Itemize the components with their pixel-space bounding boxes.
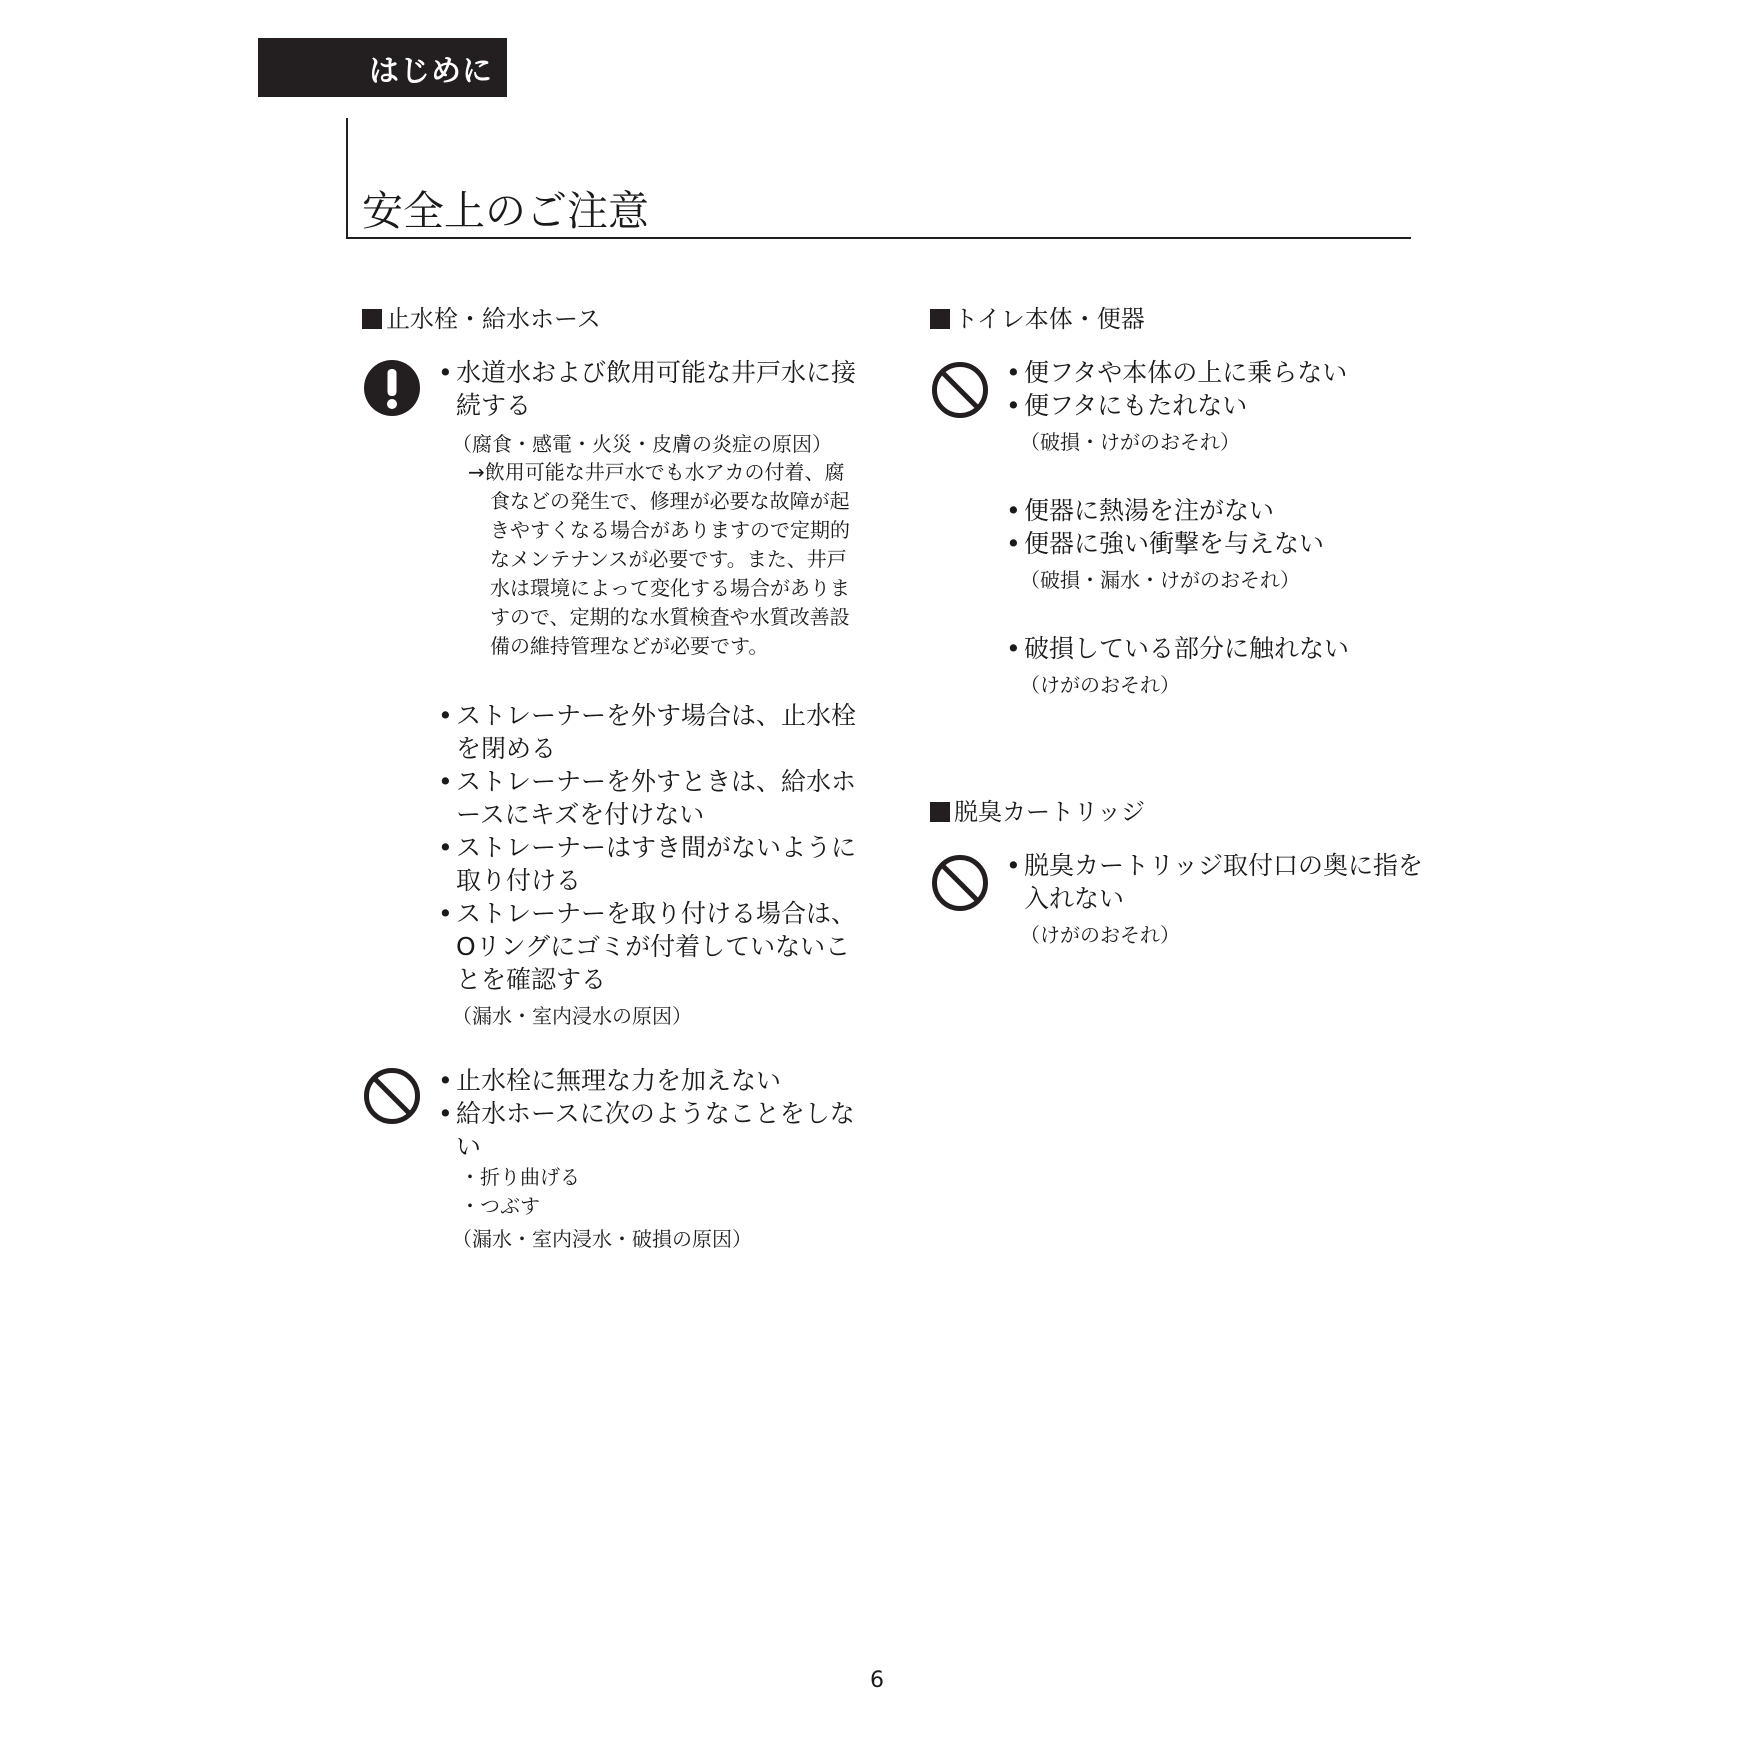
note-text: →飲用可能な井戸水でも水アカの付着、腐食などの発生で、修理が必要な故障が起きやすくなる場合がありますので定期的なメンテナンスが必要です。また、井戸水は環境によって変化する場合がありますので、定期的な水質検査や水質改善設備の維持管理などが必要です。	[468, 460, 850, 658]
list-item: • 便フタにもたれない	[1006, 391, 1248, 420]
caution-group	[1006, 632, 1430, 699]
list-item: • 便器に熱湯を注がない	[1006, 496, 1275, 525]
item-text: 脱臭カートリッジ取付口の奥に指を入れない	[1024, 851, 1424, 913]
list-item: • ストレーナーを取り付ける場合は、Oリングにゴミが付着していないことを確認する	[438, 899, 857, 994]
section-heading-label: 脱臭カートリッジ	[954, 798, 1146, 826]
item-text: ストレーナーを外す場合は、止水栓を閉める	[456, 701, 857, 763]
item-text: 便器に強い衝撃を与えない	[1024, 529, 1325, 558]
prohibited-block-deodorizer	[930, 849, 1430, 949]
list-item: • ストレーナーを外す場合は、止水栓を閉める	[438, 701, 857, 763]
left-column	[362, 302, 862, 1253]
section-tab	[258, 38, 507, 97]
list-item: • 止水栓に無理な力を加えない	[438, 1066, 782, 1095]
item-text: 便フタや本体の上に乗らない	[1024, 358, 1348, 387]
prohibited-icon	[930, 853, 990, 913]
reason-text: （漏水・室内浸水の原因）	[452, 1004, 692, 1028]
section-heading-deodorizer	[930, 795, 1430, 829]
item-text: ストレーナーを取り付ける場合は、Oリングにゴミが付着していないことを確認する	[456, 899, 857, 994]
list-item: • 便フタや本体の上に乗らない	[1006, 358, 1348, 387]
reason-text: （破損・けがのおそれ）	[1020, 430, 1240, 454]
reason-text: （けがのおそれ）	[1020, 673, 1180, 697]
title-rule-vertical	[346, 118, 348, 239]
item-text: ストレーナーを外すときは、給水ホースにキズを付けない	[456, 767, 857, 829]
prohibited-block-valve-hose	[362, 1064, 862, 1253]
reason-text: （漏水・室内浸水・破損の原因）	[452, 1227, 752, 1251]
section-heading-water-valve	[362, 302, 862, 336]
item-text: 止水栓に無理な力を加えない	[456, 1066, 782, 1095]
item-text: ストレーナーはすき間がないように取り付ける	[456, 833, 857, 895]
sub-item: ・折り曲げる	[460, 1165, 580, 1189]
section-tab-label: はじめに	[369, 53, 493, 89]
item-text: 便器に熱湯を注がない	[1024, 496, 1275, 525]
list-item: • ストレーナーはすき間がないように取り付ける	[438, 833, 857, 895]
reason-text: （腐食・感電・火災・皮膚の炎症の原因）	[452, 432, 832, 456]
section-heading-label: トイレ本体・便器	[954, 305, 1145, 333]
item-text: 水道水および飲用可能な井戸水に接続する	[456, 358, 857, 420]
list-item: • 水道水および飲用可能な井戸水に接続する	[438, 358, 857, 420]
reason-text: （破損・漏水・けがのおそれ）	[1020, 568, 1300, 592]
list-item: • 破損している部分に触れない	[1006, 634, 1350, 663]
list-item: • 便器に強い衝撃を与えない	[1006, 529, 1325, 558]
right-column	[930, 302, 1430, 949]
section-heading-label: 止水栓・給水ホース	[386, 305, 601, 333]
sub-item: ・つぶす	[460, 1194, 540, 1218]
caution-group	[1006, 494, 1430, 594]
list-item: • ストレーナーを外すときは、給水ホースにキズを付けない	[438, 767, 857, 829]
prohibited-block-toilet	[930, 356, 1430, 699]
caution-block-water-connection	[362, 356, 862, 661]
caution-block-strainer	[362, 699, 862, 1030]
reason-text: （けがのおそれ）	[1020, 923, 1180, 947]
prohibited-icon	[930, 360, 990, 420]
page-number: 6	[870, 1668, 884, 1693]
heading-square-icon	[930, 802, 950, 822]
title-rule-horizontal	[346, 237, 1411, 239]
item-text: 便フタにもたれない	[1024, 391, 1248, 420]
mandatory-exclamation-icon	[362, 358, 422, 418]
heading-square-icon	[362, 309, 382, 329]
list-item: • 脱臭カートリッジ取付口の奥に指を入れない	[1006, 851, 1424, 913]
prohibited-icon	[362, 1066, 422, 1126]
item-text: 給水ホースに次のようなことをしない	[456, 1099, 855, 1161]
section-heading-toilet-body	[930, 302, 1430, 336]
item-text: 破損している部分に触れない	[1024, 634, 1350, 663]
page-title: 安全上のご注意	[362, 187, 649, 235]
heading-square-icon	[930, 309, 950, 329]
list-item: • 給水ホースに次のようなことをしない	[438, 1099, 855, 1161]
